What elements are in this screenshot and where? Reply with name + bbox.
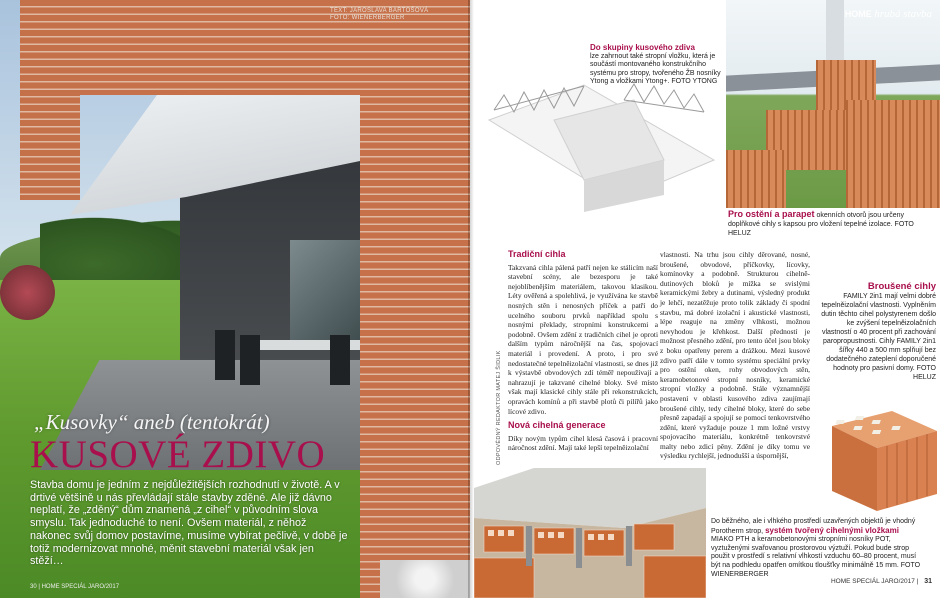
article-lead: Stavba domu je jedním z nejdůležitějších rozhodnutí v životě. A v drtivé většině u nás převládají stále stavby zděné. Ale již dávno neplatí, že „zděný“ dům znamená „z cihel“ v původním slova smyslu. Tak jednoduché to není. Ovšem materiál, z něhož nakonec svůj domov postavíme, musíme vybírat pečlivě, v době je totiž modernizovat mnohé, měnit stavební materiál však jen stěží…	[30, 479, 348, 568]
editor-credit: ODPOVĚDNÝ REDAKTOR MATEJ ŠIDLIK	[496, 350, 502, 465]
page-number: 31	[924, 578, 932, 585]
text-column-2	[660, 250, 810, 463]
gravel	[380, 560, 470, 598]
terrace-chair	[215, 330, 235, 380]
caption-window-parapet: Pro ostění a parapet okenních otvorů jsou určeny doplňkové cihly s kapsou pro vložení tepelné izolace. FOTO HELUZ	[728, 209, 914, 237]
window-parapet-photo	[726, 0, 940, 208]
brick-block	[726, 150, 786, 208]
caption-ground-bricks: Broušené cihly FAMILY 2in1 mají velmi dobré tepelněizolační vlastnosti. Vyplněním dutin těchto cihel polystyrenem došlo ke zvýšení tepelněizolačních vlastností o 40 procent při zachování paropropustnosti. Cihly FAMILY 2in1 šířky 440 a 500 mm splňují bez dodatečného zateplení doporučené hodnoty pro pasivní domy. FOTO HELUZ	[821, 281, 936, 381]
text-column-1	[508, 250, 658, 455]
window-glass	[290, 240, 360, 350]
insulated-brick-block	[822, 406, 940, 514]
caption-ceiling-insert: Do skupiny kusového zdiva lze zahrnout také stropní vložku, která je součástí montovaného konstrukčního systému pro stropy, tvořeného ŽB nosníky Ytong a vložkami Ytong+. FOTO YTONG	[590, 43, 721, 86]
section-name: hrubá stavba	[874, 8, 932, 20]
heading-traditional-brick: Tradiční cihla	[508, 249, 566, 259]
article-subtitle: „Kusovky“ aneb (tentokrát)	[34, 410, 270, 434]
caption-porotherm: Do běžného, ale i vlhkého prostředí uzavřených objektů je vhodný Porotherm strop, systém tvořený cihelnými vložkami MIAKO PTH a keramobetonovými stropními nosníky POT, vyztuženými svařovanou prostorovou výztuží. Pokud bude strop použit v prostředí s relativní vlhkostí vzduchu 60–80 procent, musí být na podhledu opatřen omítkou tloušťky minimálně 15 mm. FOTO WIENERBERGER	[711, 518, 921, 578]
terrace-chair	[240, 335, 260, 385]
article-title: KUSOVÉ ZDIVO	[30, 433, 326, 476]
folio-left: 30 | HOME SPECIÁL JARO/2017	[30, 584, 120, 590]
folio-right: HOME SPECIÁL JARO/2017 | 31	[830, 578, 932, 585]
article-credit: TEXT: JAROSLAVA BARTOŠOVÁ FOTO: WIENERBERGER	[330, 8, 429, 21]
magazine-name: HOME	[844, 9, 872, 19]
brick-block	[846, 100, 940, 208]
paragraph: Takzvaná cihla pálená patří nejen ke stálicím naší stavební scény, ale bezesporu je také nejoblíbenějším materiálem, takovou klasikou. Léty ověřená a spolehlivá, je využívána ke stavbě nosných stěn i nenosných příček a patří do ucelného souboru prvků například spolu s nosnými překlady, stropními konstrukcemi a podobně. Ovšem zdění z tradičních cihel je oproti dalším typům náročnější na čas, spojovací materiál i provedení. A proto, i pro své nedostatečné tepelněizolační vlastnosti, se dnes již k výstavbě obvodových zdí téměř nepoužívají a nahrazují je takzvané cihelné bloky. Své místo však mají klasické cihly stále při rekonstrukcích, opravách komínů a při stavbě plotů či pilířů jako lícové zdivo.	[508, 262, 658, 416]
heading-new-generation: Nová cihelná generace	[508, 420, 606, 431]
flowering-bush	[0, 265, 55, 320]
paragraph: Díky novým typům cihel klesá časová i pracovní náročnost zdění. Mají také lepší tepelněizolační	[508, 433, 658, 453]
paragraph: vlastnosti. Na trhu jsou cihly děrované, nosné, broušené, obvodové, příčkovky, lícovky, komínovky a podobně. Strukturou cihelně-dutinových bloků je mížka se svislými keramickými žebry a dutinami, výsledný produkt je lehčí, nezatěžuje proto tolik základy či spodní stavbu, má dobré izolační i akustické vlastnosti, lépe reaguje na změny vlhkosti, možnou nevyhodou je křehkost. Další předností je možnost přesného zdění, pro tento účel jsou bloky z boku opatřeny perem a drážkou. Mezi kusové zdivo patří dále v tomto systému speciální prvky pro ostění oken, rohy obvodových stěn, keramobetonové stropní nosníky, keramické stropní vložky a podobně. Stále významnější postavení v oblasti kusového zdiva zaujímají broušené cihly, tedy cihelné bloky, které do sebe přesně zapadají a spojují se pomocí tenkovrstvého zdění, které vyžaduje pouze 1 mm ložné vrstvy spojovacího materiálu, konkrétně tenkovrstvé malty nebo zdicí pěny. Zdění je díky tomu ve výsledku rychlejší, jednodušší a úspornější,	[660, 250, 810, 461]
porotherm-ceiling-diagram	[474, 468, 706, 598]
brick-wall-right	[360, 0, 470, 598]
section-header	[845, 8, 932, 20]
brick-pillar-left	[20, 0, 80, 200]
terrace-chair	[330, 335, 350, 385]
